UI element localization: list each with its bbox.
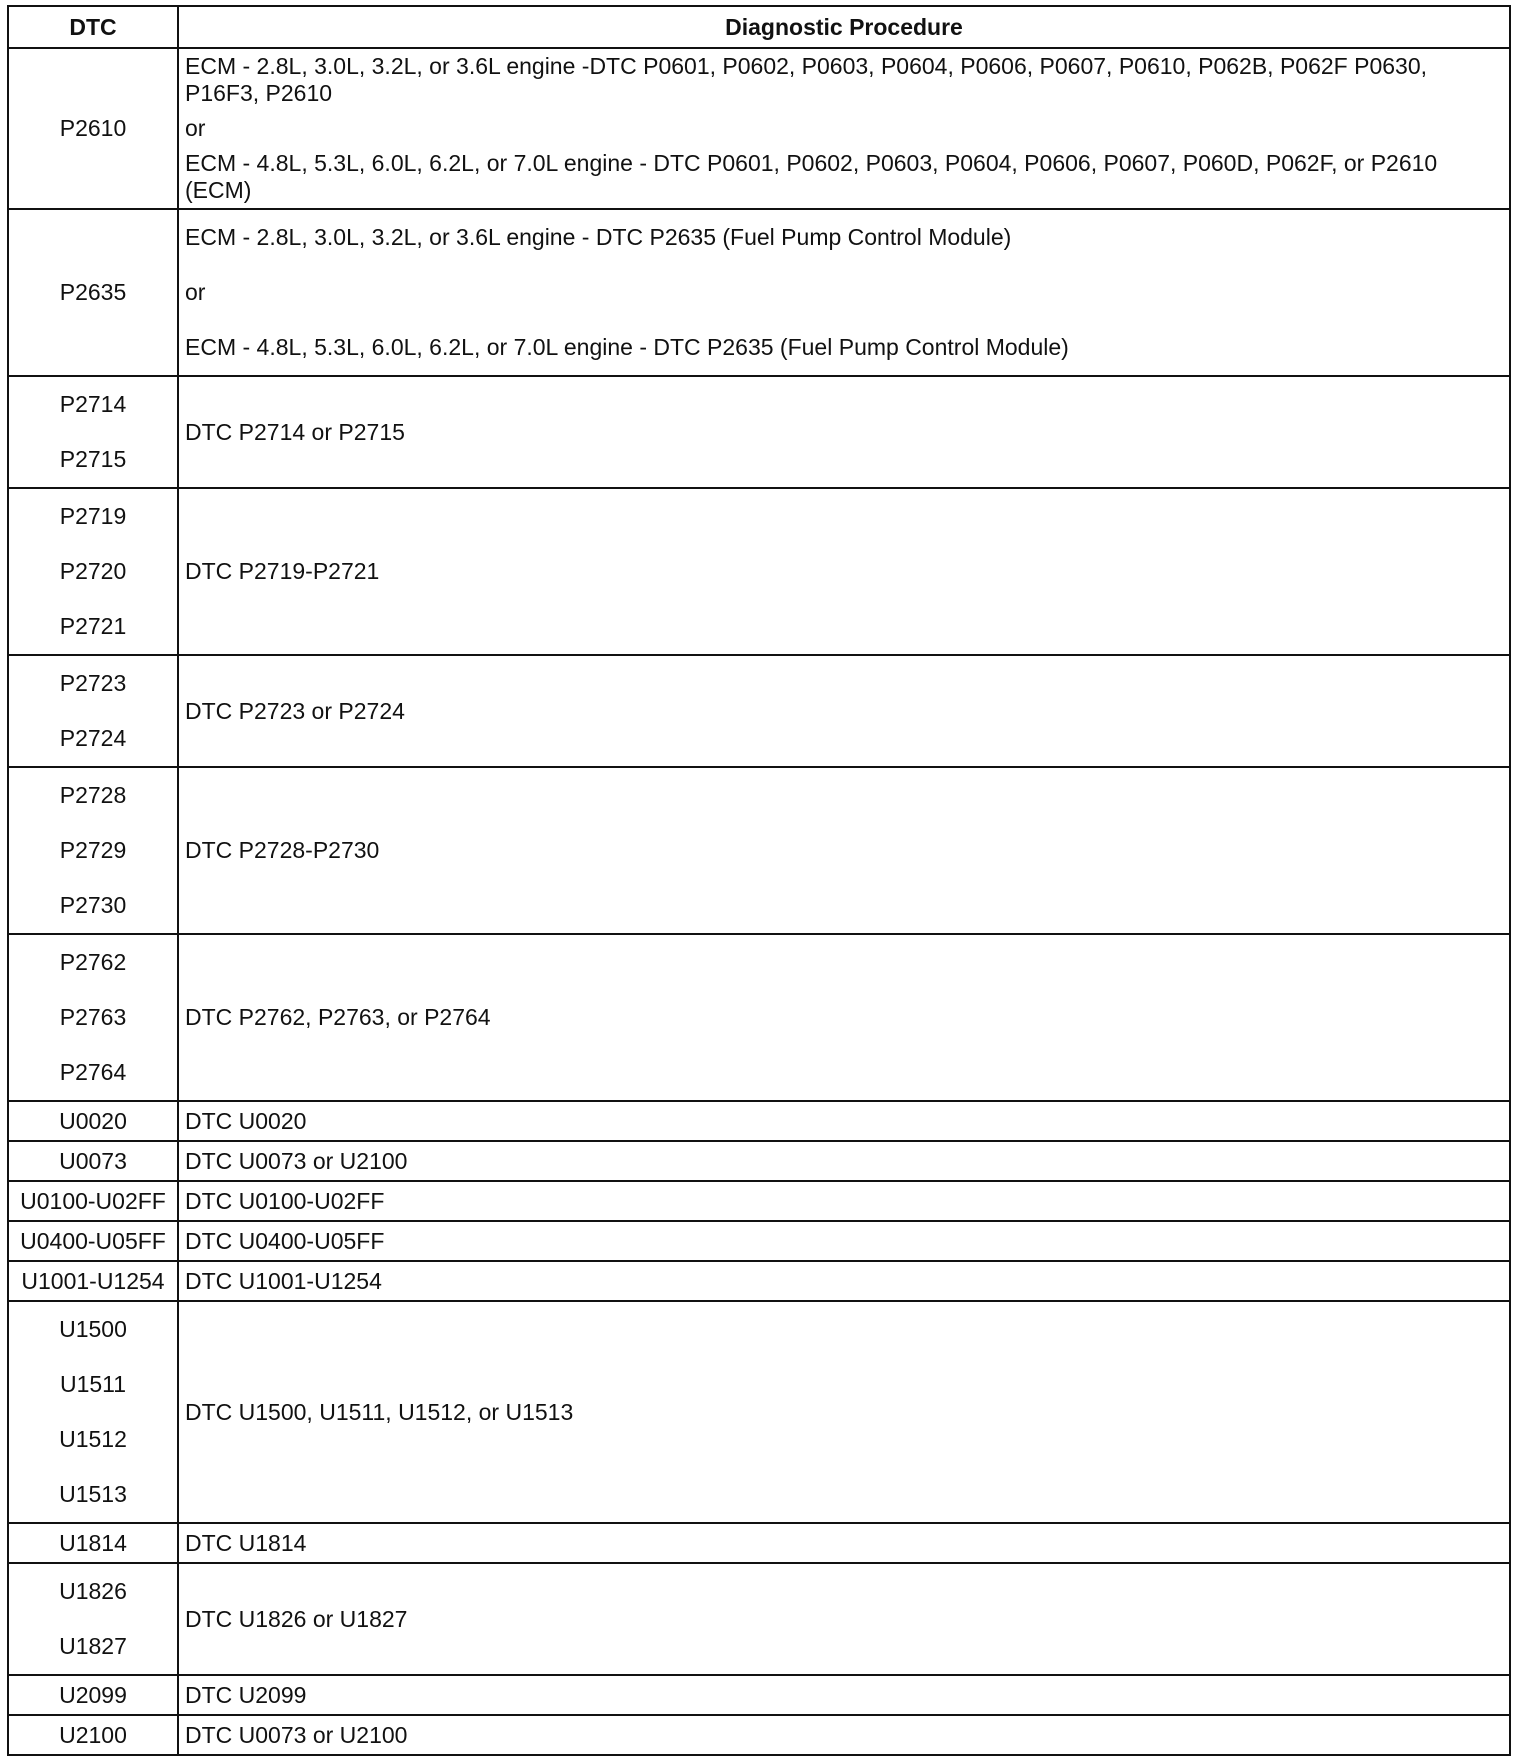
table-row bbox=[8, 488, 1510, 655]
procedure-cell bbox=[178, 655, 1510, 767]
procedure-cell bbox=[178, 48, 1510, 209]
table-row bbox=[8, 376, 1510, 488]
table-row bbox=[8, 1221, 1510, 1261]
procedure-text: DTC U0073 or U2100 bbox=[185, 1721, 408, 1748]
procedure-text: DTC P2728-P2730 bbox=[185, 837, 380, 863]
table-row bbox=[8, 1261, 1510, 1301]
table-row bbox=[8, 1101, 1510, 1141]
procedure-text: DTC U0073 or U2100 bbox=[185, 1147, 408, 1174]
table-row bbox=[8, 1715, 1510, 1755]
dtc-code: P2714 bbox=[59, 391, 127, 417]
procedure-text: DTC U1500, U1511, U1512, or U1513 bbox=[185, 1398, 574, 1425]
procedure-cell bbox=[178, 1675, 1510, 1715]
dtc-code: U1827 bbox=[59, 1633, 127, 1659]
dtc-cell bbox=[8, 376, 178, 488]
procedure-cell bbox=[178, 376, 1510, 488]
procedure-text: DTC P2762, P2763, or P2764 bbox=[185, 1004, 491, 1030]
dtc-code: P2715 bbox=[59, 446, 127, 472]
dtc-cell bbox=[8, 209, 178, 376]
procedure-text: DTC P2719-P2721 bbox=[185, 558, 380, 584]
procedure-text: DTC U0100-U02FF bbox=[185, 1187, 385, 1214]
dtc-code: U0400-U05FF bbox=[20, 1227, 166, 1254]
dtc-code: U1500 bbox=[59, 1316, 127, 1342]
table-row bbox=[8, 1563, 1510, 1675]
procedure-cell bbox=[178, 1221, 1510, 1261]
dtc-cell bbox=[8, 1261, 178, 1301]
dtc-code: U1001-U1254 bbox=[21, 1267, 165, 1294]
table-row bbox=[8, 1523, 1510, 1563]
dtc-code: U0020 bbox=[59, 1107, 127, 1134]
dtc-cell bbox=[8, 488, 178, 655]
dtc-code: P2762 bbox=[59, 949, 127, 975]
procedure-cell bbox=[178, 1101, 1510, 1141]
dtc-code: U1512 bbox=[59, 1426, 127, 1452]
dtc-code: P2729 bbox=[59, 837, 127, 863]
dtc-cell bbox=[8, 1221, 178, 1261]
dtc-cell bbox=[8, 1181, 178, 1221]
procedure-cell bbox=[178, 767, 1510, 934]
procedure-text: DTC U1001-U1254 bbox=[185, 1267, 382, 1294]
dtc-code: P2719 bbox=[59, 503, 127, 529]
procedure-column-header: Diagnostic Procedure bbox=[178, 6, 1510, 48]
dtc-column-header: DTC bbox=[8, 6, 178, 48]
procedure-text: DTC U0020 bbox=[185, 1107, 307, 1134]
procedure-text: ECM - 2.8L, 3.0L, 3.2L, or 3.6L engine - DTC P2635 (Fuel Pump Control Module) bbox=[185, 224, 1012, 250]
dtc-cell bbox=[8, 934, 178, 1101]
dtc-cell bbox=[8, 1101, 178, 1141]
procedure-text: ECM - 4.8L, 5.3L, 6.0L, 6.2L, or 7.0L engine - DTC P0601, P0602, P0603, P0604, P0606, P0607, P060D, P062F, or P2610 (ECM) bbox=[185, 150, 1438, 203]
dtc-cell bbox=[8, 767, 178, 934]
dtc-code: U0100-U02FF bbox=[20, 1187, 166, 1214]
dtc-cell bbox=[8, 655, 178, 767]
table-row bbox=[8, 934, 1510, 1101]
dtc-code: P2723 bbox=[59, 670, 127, 696]
table-row bbox=[8, 1181, 1510, 1221]
dtc-code: P2728 bbox=[59, 782, 127, 808]
dtc-code: P2635 bbox=[59, 279, 127, 305]
table-row bbox=[8, 655, 1510, 767]
procedure-cell bbox=[178, 1523, 1510, 1563]
procedure-text: or bbox=[185, 279, 206, 305]
procedure-cell bbox=[178, 934, 1510, 1101]
procedure-text: ECM - 4.8L, 5.3L, 6.0L, 6.2L, or 7.0L engine - DTC P2635 (Fuel Pump Control Module) bbox=[185, 334, 1069, 360]
procedure-text: or bbox=[185, 115, 206, 141]
dtc-code: U0073 bbox=[59, 1147, 127, 1174]
dtc-code: P2730 bbox=[59, 892, 127, 918]
dtc-code: U1826 bbox=[59, 1578, 127, 1604]
procedure-cell bbox=[178, 1141, 1510, 1181]
dtc-cell bbox=[8, 1675, 178, 1715]
table-header-row bbox=[8, 6, 1510, 48]
procedure-text: DTC U1814 bbox=[185, 1529, 307, 1556]
dtc-code: U1513 bbox=[59, 1481, 127, 1507]
procedure-text: DTC P2714 or P2715 bbox=[185, 418, 405, 445]
procedure-text: ECM - 2.8L, 3.0L, 3.2L, or 3.6L engine -DTC P0601, P0602, P0603, P0604, P0606, P0607, P0610, P062B, P062F P0630, P16F3, P2610 bbox=[185, 53, 1427, 106]
dtc-code: P2764 bbox=[59, 1059, 127, 1085]
dtc-code: U2100 bbox=[59, 1721, 127, 1748]
procedure-cell bbox=[178, 1301, 1510, 1523]
dtc-code: U2099 bbox=[59, 1681, 127, 1708]
dtc-code: P2724 bbox=[59, 725, 127, 751]
table-row bbox=[8, 767, 1510, 934]
dtc-cell bbox=[8, 1301, 178, 1523]
dtc-code: P2763 bbox=[59, 1004, 127, 1030]
dtc-table bbox=[7, 5, 1511, 1756]
procedure-cell bbox=[178, 1563, 1510, 1675]
dtc-cell bbox=[8, 1563, 178, 1675]
procedure-text: DTC U1826 or U1827 bbox=[185, 1605, 408, 1632]
table-row bbox=[8, 209, 1510, 376]
procedure-cell bbox=[178, 488, 1510, 655]
table-row bbox=[8, 48, 1510, 209]
dtc-cell bbox=[8, 48, 178, 209]
procedure-text: DTC U2099 bbox=[185, 1681, 307, 1708]
table-row bbox=[8, 1141, 1510, 1181]
procedure-cell bbox=[178, 1715, 1510, 1755]
dtc-cell bbox=[8, 1523, 178, 1563]
procedure-text: DTC P2723 or P2724 bbox=[185, 697, 405, 724]
dtc-code: U1511 bbox=[59, 1371, 127, 1397]
table-row bbox=[8, 1301, 1510, 1523]
table-row bbox=[8, 1675, 1510, 1715]
procedure-cell bbox=[178, 209, 1510, 376]
procedure-cell bbox=[178, 1181, 1510, 1221]
dtc-code: P2720 bbox=[59, 558, 127, 584]
dtc-code: U1814 bbox=[59, 1529, 127, 1556]
dtc-code: P2610 bbox=[59, 115, 127, 141]
dtc-cell bbox=[8, 1141, 178, 1181]
dtc-cell bbox=[8, 1715, 178, 1755]
procedure-cell bbox=[178, 1261, 1510, 1301]
table-body bbox=[8, 48, 1510, 1755]
dtc-code: P2721 bbox=[59, 613, 127, 639]
procedure-text: DTC U0400-U05FF bbox=[185, 1227, 385, 1254]
